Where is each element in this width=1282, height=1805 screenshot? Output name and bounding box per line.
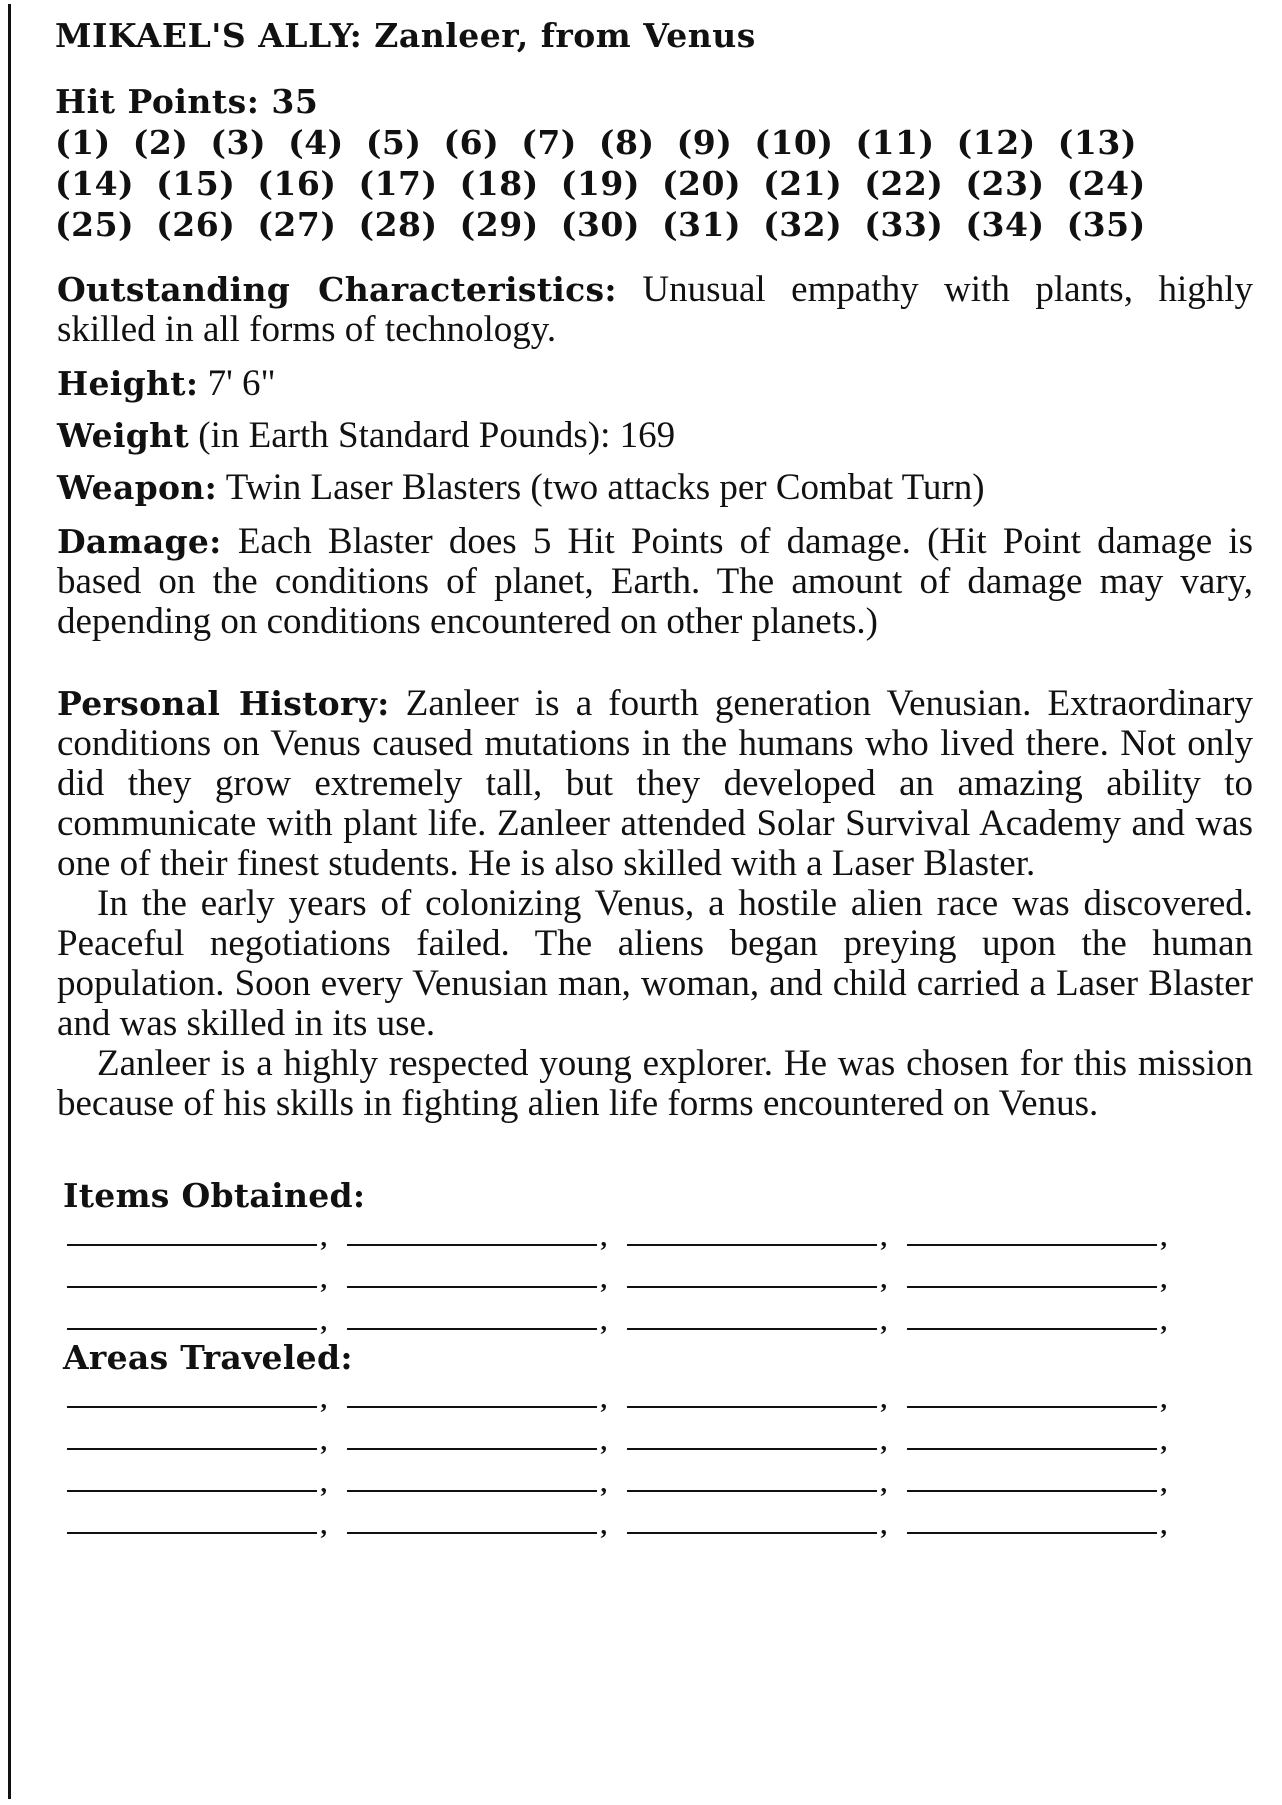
hit-point-box[interactable]: (19) xyxy=(560,164,640,203)
hit-point-box[interactable]: (9) xyxy=(676,123,733,162)
areas-traveled-blank-line[interactable] xyxy=(67,1406,317,1408)
hit-points-label: Hit Points: xyxy=(55,82,260,121)
hit-point-box[interactable]: (6) xyxy=(443,123,500,162)
hit-point-box[interactable]: (35) xyxy=(1066,205,1146,244)
items-obtained-heading: Items Obtained: xyxy=(63,1176,366,1215)
items-obtained-blank-line[interactable] xyxy=(907,1244,1157,1246)
damage-text: Each Blaster does 5 Hit Points of damage. (Hit Point damage is based on the conditions of planet, Earth. The amount of damage may vary, depending on conditions encountered on other planets.) xyxy=(57,521,1253,642)
items-obtained-blank-line[interactable] xyxy=(627,1244,877,1246)
areas-traveled-blank-line[interactable] xyxy=(627,1448,877,1450)
hit-point-box[interactable]: (22) xyxy=(864,164,944,203)
areas-traveled-blank-line[interactable] xyxy=(907,1532,1157,1534)
hit-points-heading xyxy=(55,82,318,121)
hit-point-box[interactable]: (30) xyxy=(560,205,640,244)
hit-point-box[interactable]: (25) xyxy=(55,205,135,244)
items-obtained-blank-line[interactable] xyxy=(907,1328,1157,1330)
hit-points-tracker xyxy=(55,122,1215,245)
height-label: Height: xyxy=(57,364,199,403)
hit-point-box[interactable]: (2) xyxy=(132,123,189,162)
areas-traveled-row xyxy=(67,1450,1187,1492)
history-label: Personal History: xyxy=(57,684,390,723)
hit-point-box[interactable]: (24) xyxy=(1066,164,1146,203)
hit-point-box[interactable]: (16) xyxy=(257,164,337,203)
items-obtained-blank-line[interactable] xyxy=(67,1286,317,1288)
hit-points-value: 35 xyxy=(271,82,319,121)
damage-label: Damage: xyxy=(57,522,222,561)
hit-point-box[interactable]: (23) xyxy=(965,164,1045,203)
hit-point-box[interactable]: (21) xyxy=(763,164,843,203)
areas-traveled-blank-line[interactable] xyxy=(907,1406,1157,1408)
weapon-text: Twin Laser Blasters (two attacks per Combat Turn) xyxy=(225,467,985,508)
characteristics-section xyxy=(57,270,1253,350)
hit-point-box[interactable]: (14) xyxy=(55,164,135,203)
items-obtained-blank-line[interactable] xyxy=(347,1328,597,1330)
history-paragraph: Zanleer is a highly respected young explorer. He was chosen for this mission because of his skills in fighting alien life forms encountered on Venus. xyxy=(57,1043,1253,1124)
height-section xyxy=(57,364,1253,404)
areas-traveled-blank-line[interactable] xyxy=(67,1532,317,1534)
history-text-1: Zanleer is a fourth generation Venusian. Extraordinary conditions on Venus caused mutations in the humans who lived there. Not only did they grow extremely tall, but they developed an amazing ability to communicate with plant life. Zanleer attended Solar Survival Academy and was one of their finest students. He is also skilled with a Laser Blaster. xyxy=(57,683,1253,884)
areas-traveled-blank-line[interactable] xyxy=(627,1406,877,1408)
hit-point-box[interactable]: (33) xyxy=(864,205,944,244)
hit-point-box[interactable]: (13) xyxy=(1057,123,1137,162)
hit-point-box[interactable]: (5) xyxy=(365,123,422,162)
weapon-label: Weapon: xyxy=(57,468,218,507)
hit-point-box[interactable]: (4) xyxy=(288,123,344,162)
areas-traveled-heading: Areas Traveled: xyxy=(63,1338,353,1377)
items-obtained-blank-line[interactable] xyxy=(67,1244,317,1246)
sheet-title: MIKAEL'S ALLY: Zanleer, from Venus xyxy=(55,16,756,55)
areas-traveled-blank-line[interactable] xyxy=(67,1448,317,1450)
hit-point-box[interactable]: (12) xyxy=(956,123,1036,162)
weight-section xyxy=(57,416,1253,456)
hit-point-box[interactable]: (32) xyxy=(763,205,843,244)
items-obtained-blank-line[interactable] xyxy=(907,1286,1157,1288)
hit-points-row xyxy=(55,122,1215,163)
items-obtained-blanks xyxy=(67,1204,1187,1330)
areas-traveled-blank-line[interactable] xyxy=(347,1448,597,1450)
history-paragraph: In the early years of colonizing Venus, a hostile alien race was discovered. Peaceful negotiations failed. The aliens began preying upon the human population. Soon every Venusian man, woman, and child carried a Laser Blaster and was skilled in its use. xyxy=(57,883,1253,1044)
items-obtained-blank-line[interactable] xyxy=(627,1286,877,1288)
areas-traveled-blank-line[interactable] xyxy=(907,1490,1157,1492)
items-obtained-blank-line[interactable] xyxy=(347,1286,597,1288)
hit-point-box[interactable]: (28) xyxy=(358,205,438,244)
areas-traveled-blank-line[interactable] xyxy=(67,1490,317,1492)
items-obtained-row xyxy=(67,1204,1187,1246)
hit-point-box[interactable]: (26) xyxy=(156,205,236,244)
damage-section xyxy=(57,522,1253,642)
hit-point-box[interactable]: (31) xyxy=(661,205,742,244)
hit-point-box[interactable]: (3) xyxy=(210,123,267,162)
hit-point-box[interactable]: (18) xyxy=(459,164,539,203)
areas-traveled-blanks xyxy=(67,1366,1187,1534)
hit-point-box[interactable]: (17) xyxy=(358,164,438,203)
weight-text: (in Earth Standard Pounds): 169 xyxy=(198,415,676,456)
hit-point-box[interactable]: (27) xyxy=(257,205,337,244)
areas-traveled-blank-line[interactable] xyxy=(347,1490,597,1492)
history-paragraph xyxy=(57,684,1253,884)
characteristics-label: Outstanding Characteristics: xyxy=(57,270,617,309)
hit-point-box[interactable]: (7) xyxy=(521,123,577,162)
items-obtained-blank-line[interactable] xyxy=(627,1328,877,1330)
hit-point-box[interactable]: (11) xyxy=(855,123,935,162)
areas-traveled-blank-line[interactable] xyxy=(347,1532,597,1534)
hit-points-row xyxy=(55,163,1215,204)
weight-label: Weight xyxy=(57,416,190,455)
height-value: 7' 6" xyxy=(207,363,276,404)
hit-point-box[interactable]: (15) xyxy=(156,164,236,203)
areas-traveled-blank-line[interactable] xyxy=(347,1406,597,1408)
weapon-section xyxy=(57,468,1253,508)
areas-traveled-blank-line[interactable] xyxy=(907,1448,1157,1450)
items-obtained-blank-line[interactable] xyxy=(347,1244,597,1246)
characteristics-text: Unusual empathy with plants, highly skilled in all forms of technology. xyxy=(57,269,1254,350)
items-obtained-blank-line[interactable] xyxy=(67,1328,317,1330)
hit-point-box[interactable]: (8) xyxy=(598,123,655,162)
items-obtained-row xyxy=(67,1288,1187,1330)
hit-point-box[interactable]: (20) xyxy=(661,164,742,203)
areas-traveled-row xyxy=(67,1366,1187,1408)
hit-point-box[interactable]: (10) xyxy=(754,123,834,162)
hit-point-box[interactable]: (34) xyxy=(965,205,1045,244)
hit-points-row xyxy=(55,204,1215,245)
hit-point-box[interactable]: (29) xyxy=(459,205,539,244)
character-sheet xyxy=(8,4,1270,1799)
items-obtained-row xyxy=(67,1246,1187,1288)
history-section xyxy=(57,684,1253,1124)
areas-traveled-row xyxy=(67,1408,1187,1450)
areas-traveled-row xyxy=(67,1492,1187,1534)
hit-point-box[interactable]: (1) xyxy=(55,123,111,162)
areas-traveled-blank-line[interactable] xyxy=(627,1490,877,1492)
areas-traveled-blank-line[interactable] xyxy=(627,1532,877,1534)
